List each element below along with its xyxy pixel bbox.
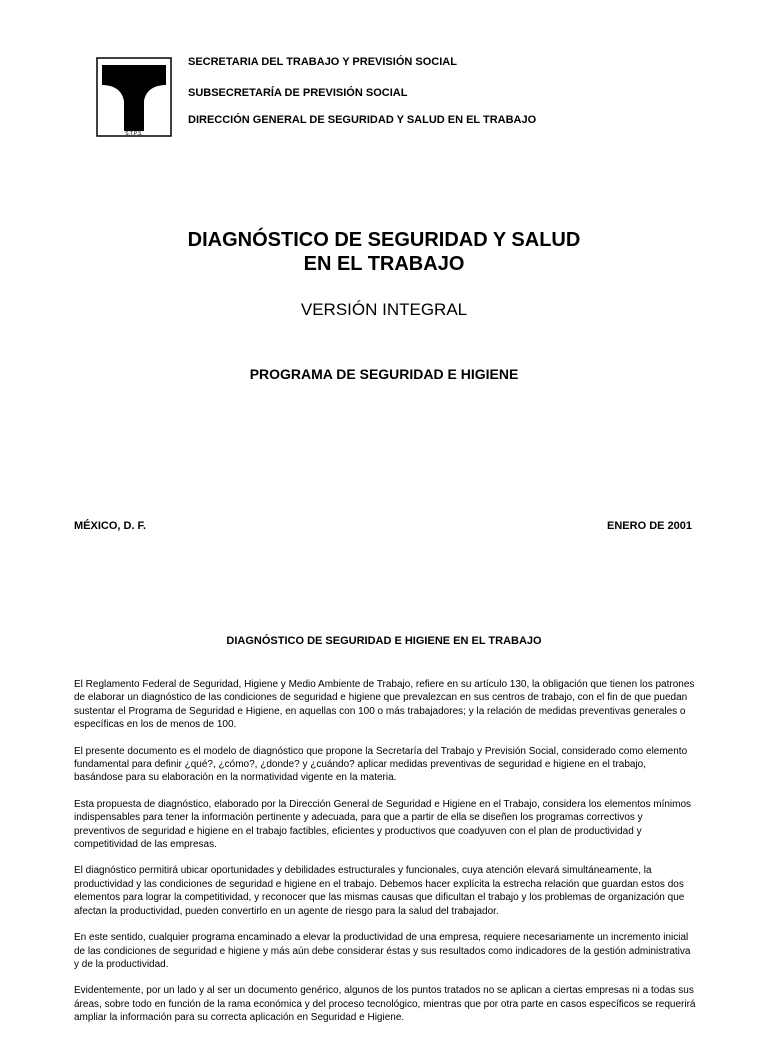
version-label: VERSIÓN INTEGRAL	[300, 300, 468, 319]
ministry-name: SECRETARIA DEL TRABAJO Y PREVISIÓN SOCIAL	[188, 56, 457, 68]
paragraph: Esta propuesta de diagnóstico, elaborado por la Dirección General de Seguridad e Higiene en el Trabajo, considera los elementos mínimos indispensables para tener la información pertinente y adecuada, para que a partir de ella se diseñen los programas correctivos y preventivos de seguridad e higiene en el trabajo factibles, eficientes y productivos que coadyuven con el plan de productividad y competitividad de las empresas.	[74, 798, 692, 851]
title-line-1: DIAGNÓSTICO DE SEGURIDAD Y SALUD	[187, 229, 581, 251]
place-label: MÉXICO, D. F.	[74, 520, 147, 532]
title-line-2: EN EL TRABAJO	[303, 253, 465, 275]
undersecretariat-name: SUBSECRETARÍA DE PREVISIÓN SOCIAL	[188, 87, 408, 99]
paragraph: El presente documento es el modelo de diagnóstico que propone la Secretaría del Trabajo y Previsión Social, considerado como elemento fundamental para definir ¿qué?, ¿cómo?, ¿donde? y ¿cuándo? aplicar medidas preventivas de seguridad e higiene en el trabajo, basándose para su elaboración en la normatividad vigente en la materia.	[74, 745, 688, 784]
program-label: PROGRAMA DE SEGURIDAD E HIGIENE	[249, 366, 519, 382]
paragraph: Evidentemente, por un lado y al ser un documento genérico, algunos de los puntos tratados no se aplican a ciertas empresas ni a todas sus áreas, sobre todo en función de la rama económica y del proceso tecnológico, mientras que por otra parte en casos específicos se requerirá ampliar la información para su correcta aplicación en Seguridad e Higiene.	[74, 985, 696, 1024]
paragraph: El diagnóstico permitirá ubicar oportunidades y debilidades estructurales y funcionales, cuya atención elevará simultáneamente, la productividad y las condiciones de seguridad e higiene en el trabajo. Debemos hacer explícita la estrecha relación que guardan estos dos elementos para lograr la competitividad, y reconocer que las mismas causas que dificultan el trabajo y los problemas de organización que afectan la productividad, pueden convertirlo en un agente de riesgo para la salud del trabajador.	[74, 865, 685, 917]
svg-text:S.T.P.S.: S.T.P.S.	[125, 131, 143, 137]
paragraph: El Reglamento Federal de Seguridad, Higiene y Medio Ambiente de Trabajo, refiere en su artículo 130, la obligación que tienen los patrones de elaborar un diagnóstico de las condiciones de seguridad e higiene que prevalezcan en sus centros de trabajo, con el fin de que puedan sustentar el Programa de Seguridad e Higiene, en aquellas con 100 o más trabajadores; y la relación de medidas preventivas generales o específicas en los de menos de 100.	[74, 679, 695, 731]
directorate-name: DIRECCIÓN GENERAL DE SEGURIDAD Y SALUD EN EL TRABAJO	[188, 114, 537, 126]
document-title	[0, 228, 768, 276]
date-label: ENERO DE 2001	[607, 520, 692, 532]
stps-logo-icon	[96, 57, 172, 137]
body-text	[74, 678, 696, 1038]
section-title: DIAGNÓSTICO DE SEGURIDAD E HIGIENE EN EL TRABAJO	[226, 635, 542, 647]
paragraph: En este sentido, cualquier programa encaminado a elevar la productividad de una empresa, requiere necesariamente un incremento inicial de las condiciones de seguridad e higiene y más aún debe considerar éstas y sus resultados como indicadores de la gestión administrativa y de la productividad.	[74, 932, 691, 970]
